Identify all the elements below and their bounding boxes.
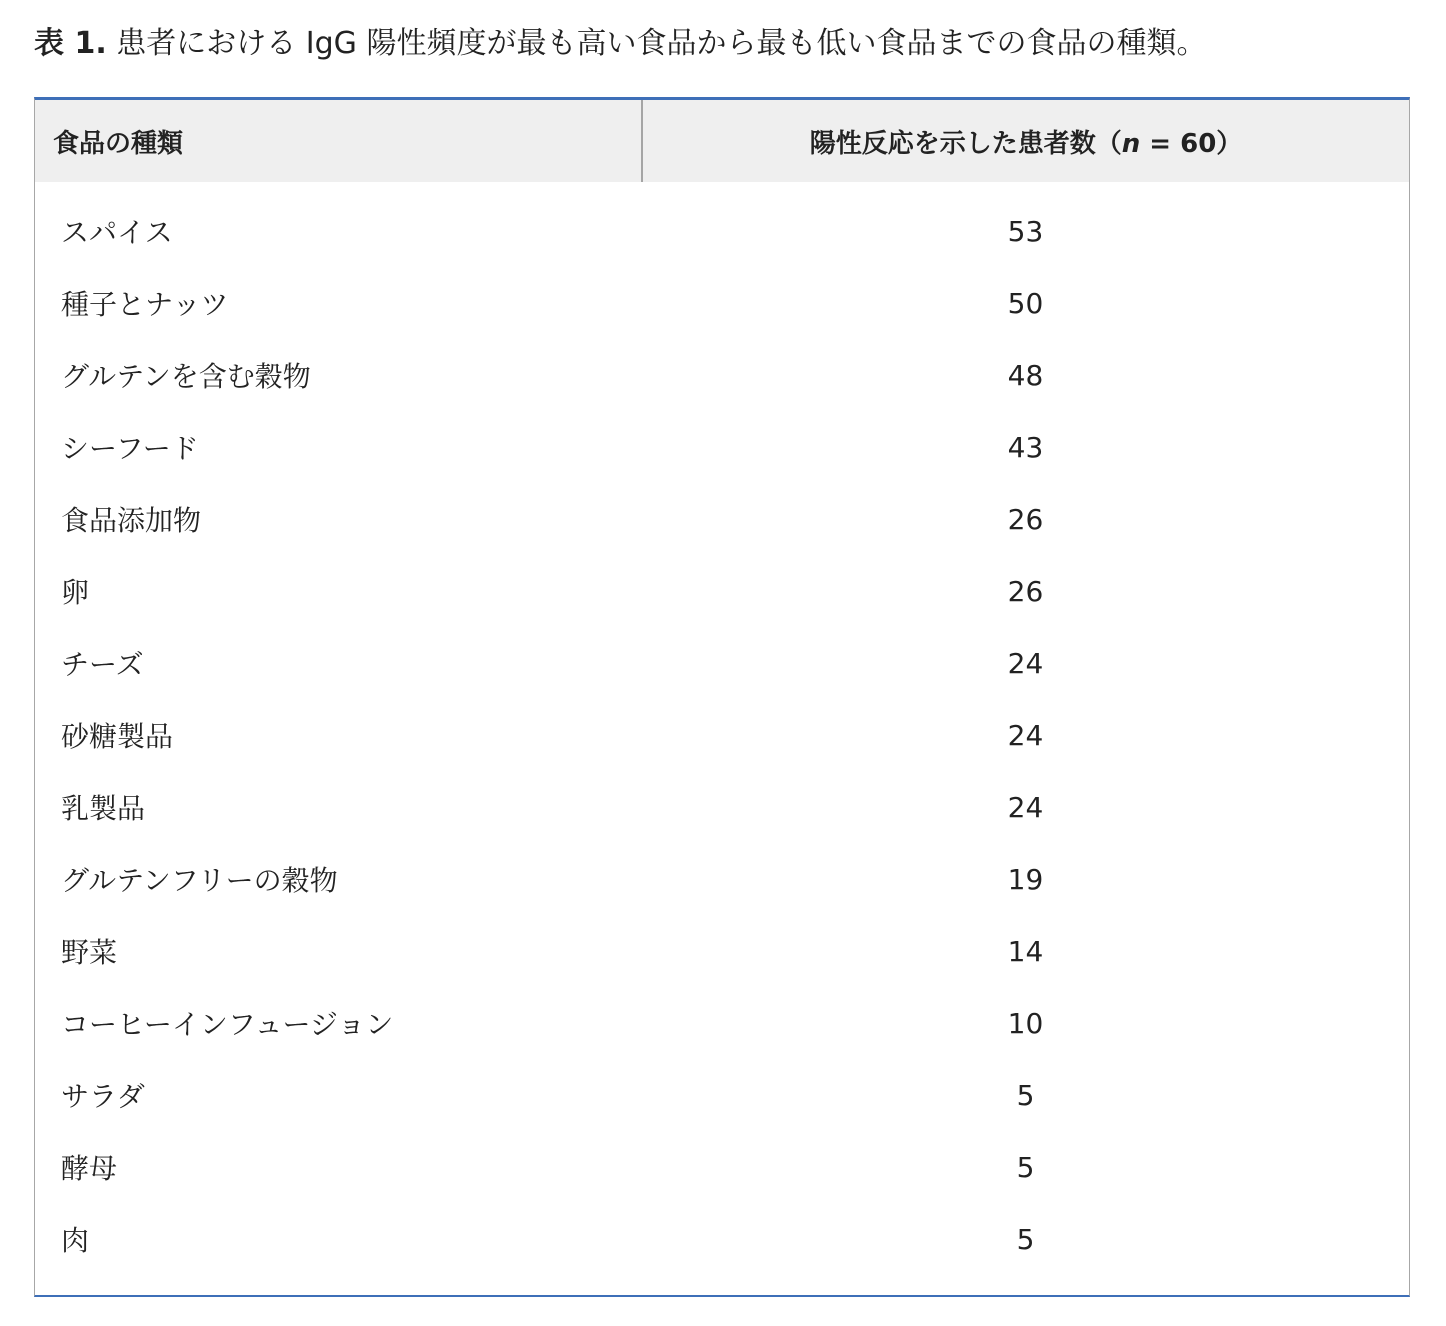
table-row [35,771,1409,843]
table-row [35,411,1409,483]
food-cell: 肉 [61,1224,90,1257]
header-food-type: 食品の種類 [35,100,642,182]
table-row [35,843,1409,915]
table-caption-text: 患者における IgG 陽性頻度が最も高い食品から最も低い食品までの食品の種類。 [106,26,1207,61]
food-cell: 野菜 [61,936,118,969]
table-row [35,267,1409,339]
table-caption [34,22,1206,66]
header-positive-count [642,100,1409,182]
table-row [35,555,1409,627]
table-row [35,699,1409,771]
food-cell: チーズ [61,648,144,681]
food-igg-table-container [34,97,1410,1297]
table-spacer-row [35,182,1409,195]
table-row [35,1131,1409,1203]
table-row [35,1059,1409,1131]
food-cell: スパイス [61,216,173,249]
count-cell: 24 [1007,646,1044,680]
table-row [35,483,1409,555]
food-cell: グルテンフリーの穀物 [61,864,338,897]
count-cell: 10 [1007,1006,1044,1040]
food-cell: サラダ [61,1080,145,1113]
header-count-prefix: 陽性反応を示した患者数（ [809,128,1122,159]
count-cell: 43 [1007,430,1044,464]
count-cell: 50 [1007,286,1044,320]
food-igg-table [35,100,1409,1275]
food-cell: 乳製品 [61,792,146,825]
table-caption-label: 表 1. [34,26,107,61]
food-cell: グルテンを含む穀物 [61,360,311,393]
count-cell: 5 [1016,1078,1035,1112]
header-count-suffix: = 60） [1140,128,1243,159]
food-cell: コーヒーインフュージョン [61,1008,394,1041]
food-cell: 種子とナッツ [61,288,229,321]
food-cell: 食品添加物 [61,504,202,537]
count-cell: 53 [1007,214,1044,248]
count-cell: 24 [1007,718,1044,752]
count-cell: 26 [1007,502,1044,536]
table-header-row [35,100,1409,182]
table-row [35,339,1409,411]
table-row [35,627,1409,699]
food-cell: 卵 [61,576,90,609]
table-row [35,1203,1409,1275]
count-cell: 48 [1007,358,1044,392]
count-cell: 19 [1007,862,1044,896]
count-cell: 14 [1007,934,1044,968]
table-row [35,195,1409,267]
food-cell: シーフード [61,432,199,465]
table-row [35,915,1409,987]
count-cell: 5 [1016,1150,1035,1184]
header-count-n: n [1121,128,1141,159]
table-row [35,987,1409,1059]
count-cell: 5 [1016,1222,1035,1256]
food-cell: 酵母 [61,1152,118,1185]
count-cell: 26 [1007,574,1044,608]
count-cell: 24 [1007,790,1044,824]
food-cell: 砂糖製品 [61,720,174,753]
